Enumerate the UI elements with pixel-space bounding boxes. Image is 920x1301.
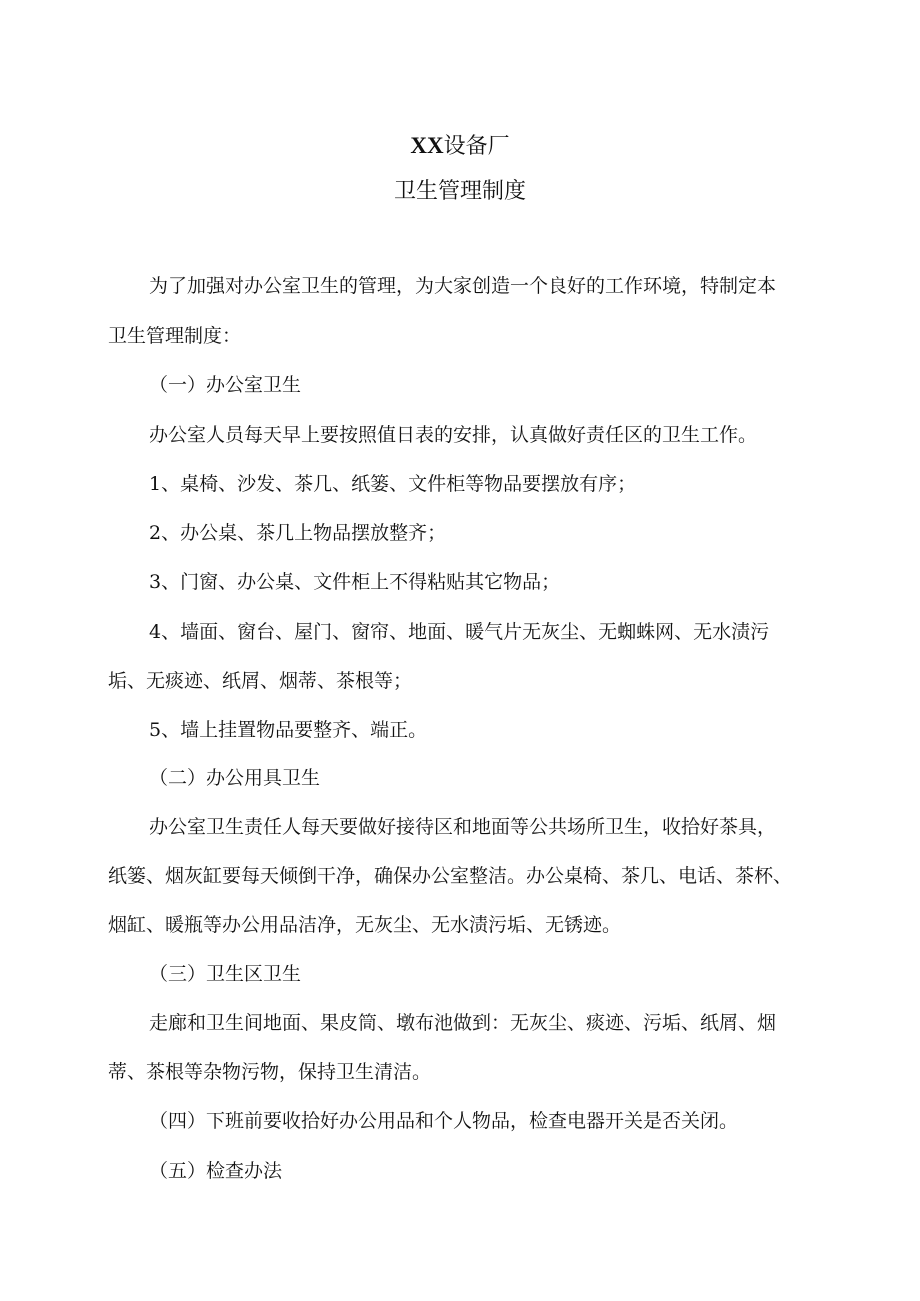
section-2-line-1: 办公室卫生责任人每天要做好接待区和地面等公共场所卫生，收拾好茶具， <box>149 816 777 838</box>
list-item-1: 1、桌椅、沙发、茶几、纸篓、文件柜等物品要摆放有序； <box>149 473 637 495</box>
company-title <box>0 131 920 162</box>
company-prefix: XX <box>410 133 444 158</box>
section-1-heading: （一）办公室卫生 <box>149 374 302 396</box>
section-2-line-2: 纸篓、烟灰缸要每天倾倒干净，确保办公室整洁。办公桌椅、茶几、电话、茶杯、 <box>108 865 793 887</box>
list-item-2: 2、办公桌、茶几上物品摆放整齐； <box>149 522 447 544</box>
company-suffix: 设备厂 <box>443 134 510 159</box>
list-item-5: 5、墙上挂置物品要整齐、端正。 <box>149 719 428 741</box>
section-4-text: （四）下班前要收拾好办公用品和个人物品，检查电器开关是否关闭。 <box>149 1110 739 1132</box>
list-item-3: 3、门窗、办公桌、文件柜上不得粘贴其它物品； <box>149 571 561 593</box>
section-1-text: 办公室人员每天早上要按照值日表的安排，认真做好责任区的卫生工作。 <box>149 424 758 446</box>
document-title: 卫生管理制度 <box>393 179 526 204</box>
section-3-line-2: 蒂、茶根等杂物污物，保持卫生清洁。 <box>108 1061 432 1083</box>
section-2-line-3: 烟缸、暖瓶等办公用品洁净，无灰尘、无水渍污垢、无锈迹。 <box>108 914 622 936</box>
section-3-line-1: 走廊和卫生间地面、果皮筒、墩布池做到：无灰尘、痰迹、污垢、纸屑、烟 <box>149 1012 777 1034</box>
section-2-heading: （二）办公用具卫生 <box>149 767 321 789</box>
intro-paragraph-line-2: 卫生管理制度： <box>108 325 242 347</box>
section-3-heading: （三）卫生区卫生 <box>149 963 302 985</box>
list-item-4-line-2: 垢、无痰迹、纸屑、烟蒂、茶根等； <box>108 670 413 692</box>
section-5-heading: （五）检查办法 <box>149 1160 283 1182</box>
intro-paragraph-line-1: 为了加强对办公室卫生的管理，为大家创造一个良好的工作环境，特制定本 <box>149 275 777 297</box>
list-item-4-line-1: 4、墙面、窗台、屋门、窗帘、地面、暖气片无灰尘、无蜘蛛网、无水渍污 <box>149 621 770 643</box>
